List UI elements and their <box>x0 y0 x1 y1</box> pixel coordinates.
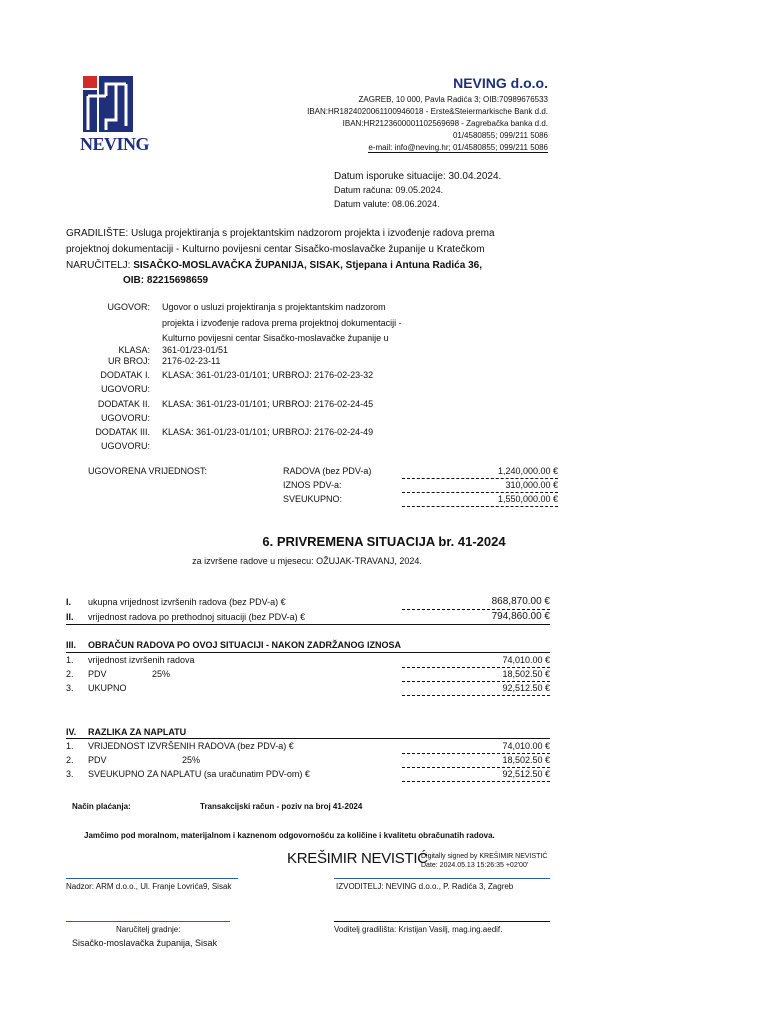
annex-3-label-b: UGOVORU: <box>100 441 150 451</box>
row-value: 92,512.50 € <box>502 683 550 693</box>
client-label: NARUČITELJ: <box>66 260 134 271</box>
row-number: 3. <box>66 769 74 779</box>
due-date: Datum valute: 08.06.2024. <box>334 199 440 209</box>
section-number: IV. <box>66 727 77 737</box>
client-line <box>66 260 482 271</box>
row-label: PDV <box>88 669 107 679</box>
row-number: 2. <box>66 669 74 679</box>
row-value: 868,870.00 € <box>491 596 550 607</box>
company-email: e-mail: info@neving.hr; 01/4580855; 099/211 5086 <box>368 143 548 152</box>
section-heading: RAZLIKA ZA NAPLATU <box>88 727 187 737</box>
document-subtitle: za izvršene radove u mjesecu: OŽUJAK-TRAVANJ, 2024. <box>192 556 422 566</box>
divider <box>402 753 550 754</box>
company-phone: 01/4580855; 099/211 5086 <box>452 131 548 140</box>
logo-wordmark: NEVING <box>80 134 150 154</box>
row-number: 1. <box>66 655 74 665</box>
divider <box>66 652 550 653</box>
row-label: PDV <box>88 755 107 765</box>
divider <box>402 667 550 668</box>
divider <box>66 624 550 625</box>
signature-line <box>66 921 230 922</box>
invoice-date: Datum računa: 09.05.2024. <box>334 185 444 195</box>
contractor-text: IZVODITELJ: NEVING d.o.o., P. Radića 3, Zagreb <box>336 882 514 891</box>
divider <box>66 738 550 739</box>
row-value: 18,502.50 € <box>502 669 550 679</box>
contract-value-row-label: RADOVA (bez PDV-a) <box>283 466 372 476</box>
urbroj-value: 2176-02-23-11 <box>162 356 221 366</box>
annex-1-label-a: DODATAK I. <box>100 370 150 380</box>
client-signature-label: Naručitelj gradnje: <box>116 925 181 934</box>
section-heading: OBRAČUN RADOVA PO OVOJ SITUACIJI - NAKON ZADRŽANOG IZNOSA <box>88 640 402 650</box>
contract-value-label: UGOVORENA VRIJEDNOST: <box>88 466 208 476</box>
divider <box>402 695 550 696</box>
contract-value-row-label: IZNOS PDV-a: <box>283 480 342 490</box>
contract-line-2: projekta i izvođenje radova prema projektnoj dokumentaciji - <box>162 318 402 328</box>
annex-2-label-a: DODATAK II. <box>97 399 150 409</box>
annex-1-label-b: UGOVORU: <box>100 384 150 394</box>
contract-value-amount: 310,000.00 € <box>505 480 558 490</box>
annex-1-value: KLASA: 361-01/23-01/101; URBROJ: 2176-02-23-32 <box>162 370 374 380</box>
row-value: 18,502.50 € <box>502 755 550 765</box>
row-percent: 25% <box>152 669 171 679</box>
company-iban-2: IBAN:HR2123600001102569698 - Zagrebačka banka d.d. <box>342 119 548 128</box>
signature-digital-line-1: Digitally signed by KREŠIMIR NEVISTIĆ <box>421 853 548 860</box>
delivery-date: Datum isporuke situacije: 30.04.2024. <box>334 171 502 182</box>
row-number: 3. <box>66 683 74 693</box>
annex-3-label-a: DODATAK III. <box>95 427 150 437</box>
company-address: ZAGREB, 10 000, Pavla Radića 3; OIB:70989676533 <box>358 95 548 104</box>
divider <box>402 609 550 610</box>
section-number: III. <box>66 640 77 650</box>
annex-2-label-b: UGOVORU: <box>100 413 150 423</box>
guarantee-statement: Jamčimo pod moralnom, materijalnom i kaznenom odgovornošću za količine i kvalitetu obračunatih radova. <box>84 831 495 840</box>
divider <box>402 492 558 493</box>
neving-logo-icon <box>80 74 136 134</box>
annex-3-value: KLASA: 361-01/23-01/101; URBROJ: 2176-02-24-49 <box>162 427 374 437</box>
row-number: I. <box>66 597 72 607</box>
contract-line-1: Ugovor o usluzi projektiranja s projektantskim nadzorom <box>162 302 386 312</box>
contract-line-3: Kulturno povijesni centar Sisačko-moslavačke županije u <box>162 333 389 343</box>
row-number: 1. <box>66 741 74 751</box>
divider <box>402 506 558 507</box>
contract-value-row-label: SVEUKUPNO: <box>283 494 343 504</box>
company-name: NEVING d.o.o. <box>453 75 548 91</box>
site-line-2: projektnoj dokumentaciji - Kulturno povijesni centar Sisačko-moslavačke županije u Kratečkom <box>66 244 485 255</box>
signature-line <box>334 921 550 922</box>
annex-2-value: KLASA: 361-01/23-01/101; URBROJ: 2176-02-24-45 <box>162 399 374 409</box>
divider <box>402 681 550 682</box>
klasa-value: 361-01/23-01/51 <box>162 345 229 355</box>
document-title: 6. PRIVREMENA SITUACIJA br. 41-2024 <box>262 534 506 549</box>
signature-line <box>66 878 238 879</box>
row-value: 92,512.50 € <box>502 769 550 779</box>
company-logo <box>80 74 150 156</box>
site-line-1: GRADILIŠTE: Usluga projektiranja s projektantskim nadzorom projekta i izvođenje radova prema <box>66 228 495 239</box>
row-value: 794,860.00 € <box>491 611 550 622</box>
payment-label: Način plaćanja: <box>72 802 131 811</box>
klasa-label: KLASA: <box>118 345 150 355</box>
site-manager-text: Voditelj gradilišta: Kristijan Vasilj, mag.ing.aedif. <box>334 925 503 934</box>
row-label: SVEUKUPNO ZA NAPLATU (sa uračunatim PDV-om) € <box>88 769 310 779</box>
row-value: 74,010.00 € <box>502 655 550 665</box>
payment-value: Transakcijski račun - poziv na broj 41-2024 <box>200 802 363 811</box>
client-oib: OIB: 82215698659 <box>123 275 209 286</box>
row-value: 74,010.00 € <box>502 741 550 751</box>
row-percent: 25% <box>182 755 201 765</box>
supervisor-text: Nadzor: ARM d.o.o., Ul. Franje Lovrića9, Sisak <box>66 882 232 891</box>
signature-name: KREŠIMIR NEVISTIĆ <box>287 850 428 867</box>
row-label: vrijednost radova po prethodnoj situaciji (bez PDV-a) € <box>88 612 306 622</box>
client-signature-value: Sisačko-moslavačka županija, Sisak <box>72 938 218 948</box>
client-value: SISAČKO-MOSLAVAČKA ŽUPANIJA, SISAK, Stjepana i Antuna Radića 36, <box>133 260 482 271</box>
contract-label: UGOVOR: <box>107 302 150 312</box>
row-label: UKUPNO <box>88 683 127 693</box>
urbroj-label: UR BROJ: <box>107 356 150 366</box>
divider <box>402 478 558 479</box>
signature-digital-line-2: Date: 2024.05.13 15:26:35 +02'00' <box>421 862 529 869</box>
contract-value-amount: 1,550,000.00 € <box>497 494 558 504</box>
company-iban-1: IBAN:HR1824020061100946018 - Erste&Steiermarkische Bank d.d. <box>307 107 548 116</box>
row-number: 2. <box>66 755 74 765</box>
row-number: II. <box>66 612 74 622</box>
row-label: VRIJEDNOST IZVRŠENIH RADOVA (bez PDV-a) € <box>88 741 294 751</box>
row-label: vrijednost izvršenih radova <box>88 655 195 665</box>
signature-line <box>334 878 550 879</box>
divider <box>402 781 550 782</box>
contract-value-amount: 1,240,000.00 € <box>497 466 558 476</box>
divider <box>402 767 550 768</box>
row-label: ukupna vrijednost izvršenih radova (bez PDV-a) € <box>88 597 286 607</box>
